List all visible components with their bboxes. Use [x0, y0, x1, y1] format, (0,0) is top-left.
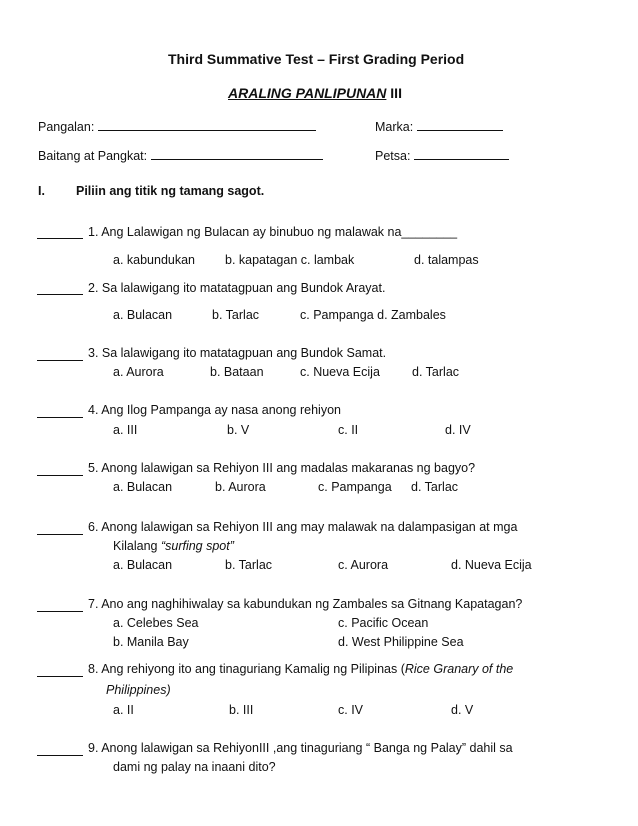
section-instruction: Piliin ang titik ng tamang sagot.	[76, 184, 265, 198]
answer-blank-8[interactable]	[37, 665, 83, 677]
answer-blank-1[interactable]	[37, 227, 83, 239]
choice-3a: a. Aurora	[113, 365, 164, 379]
choice-6d: d. Nueva Ecija	[451, 558, 532, 572]
question-2: 2. Sa lalawigang ito matatagpuan ang Bundok Arayat.	[88, 281, 386, 295]
score-label: Marka:	[375, 120, 414, 134]
choice-7b: b. Manila Bay	[113, 635, 189, 649]
question-4: 4. Ang Ilog Pampanga ay nasa anong rehiyon	[88, 403, 341, 417]
choice-4a: a. III	[113, 423, 138, 437]
subject-heading	[228, 85, 402, 101]
grade-blank[interactable]	[151, 148, 323, 160]
date-label: Petsa:	[375, 149, 411, 163]
name-field	[38, 119, 316, 134]
date-field	[375, 148, 509, 163]
question-8-line2: Philippines)	[106, 683, 171, 697]
choice-6c: c. Aurora	[338, 558, 389, 572]
question-5: 5. Anong lalawigan sa Rehiyon III ang madalas makaranas ng bagyo?	[88, 461, 476, 475]
question-1: 1. Ang Lalawigan ng Bulacan ay binubuo ng malawak na________	[88, 225, 458, 239]
choice-4d: d. IV	[445, 423, 471, 437]
name-blank[interactable]	[98, 119, 316, 131]
choice-7c: c. Pacific Ocean	[338, 616, 429, 630]
question-6-line2	[113, 539, 234, 553]
question-9: 9. Anong lalawigan sa RehiyonIII ,ang tinaguriang “ Banga ng Palay” dahil sa	[88, 741, 513, 755]
choice-3b: b. Bataan	[210, 365, 264, 379]
answer-blank-9[interactable]	[37, 744, 83, 756]
score-field	[375, 119, 503, 134]
choice-5d: d. Tarlac	[411, 480, 459, 494]
answer-blank-3[interactable]	[37, 349, 83, 361]
question-7: 7. Ano ang naghihiwalay sa kabundukan ng Zambales sa Gitnang Kapatagan?	[88, 597, 523, 611]
choice-6a: a. Bulacan	[113, 558, 173, 572]
choice-2b: b. Tarlac	[212, 308, 260, 322]
choice-3c: c. Nueva Ecija	[300, 365, 380, 379]
choice-8a: a. II	[113, 703, 134, 717]
grade-label: Baitang at Pangkat:	[38, 149, 148, 163]
answer-blank-4[interactable]	[37, 406, 83, 418]
choice-4c: c. II	[338, 423, 359, 437]
choice-1d: d. talampas	[414, 253, 479, 267]
choice-5a: a. Bulacan	[113, 480, 173, 494]
grade-field	[38, 148, 323, 163]
question-8	[88, 662, 513, 676]
question-6-line2-text: Kilalang	[113, 539, 161, 553]
choice-2a: a. Bulacan	[113, 308, 173, 322]
choice-8c: c. IV	[338, 703, 364, 717]
date-blank[interactable]	[414, 148, 509, 160]
choice-7a: a. Celebes Sea	[113, 616, 199, 630]
question-8-text: 8. Ang rehiyong ito ang tinaguriang Kamalig ng Pilipinas (	[88, 662, 405, 676]
choice-8b: b. III	[229, 703, 254, 717]
section-number: I.	[38, 184, 45, 198]
answer-blank-5[interactable]	[37, 464, 83, 476]
subject-name: ARALING PANLIPUNAN	[228, 85, 387, 101]
choice-6b: b. Tarlac	[225, 558, 273, 572]
choice-5c: c. Pampanga	[318, 480, 392, 494]
name-label: Pangalan:	[38, 120, 95, 134]
question-6: 6. Anong lalawigan sa Rehiyon III ang may malawak na dalampasigan at mga	[88, 520, 518, 534]
question-8-italic: Rice Granary of the	[404, 662, 514, 676]
answer-blank-6[interactable]	[37, 523, 83, 535]
choice-1b: b. kapatagan c. lambak	[225, 253, 355, 267]
score-blank[interactable]	[417, 119, 503, 131]
choice-5b: b. Aurora	[215, 480, 266, 494]
subject-level: III	[390, 85, 402, 101]
choice-3d: d. Tarlac	[412, 365, 460, 379]
answer-blank-7[interactable]	[37, 600, 83, 612]
choice-4b: b. V	[227, 423, 250, 437]
test-title: Third Summative Test – First Grading Period	[168, 51, 465, 67]
choice-7d: d. West Philippine Sea	[338, 635, 464, 649]
question-9-line2: dami ng palay na inaani dito?	[113, 760, 276, 774]
question-6-line2-italic: “surfing spot”	[160, 539, 234, 553]
answer-blank-2[interactable]	[37, 283, 83, 295]
choice-2c: c. Pampanga d. Zambales	[300, 308, 446, 322]
question-3: 3. Sa lalawigang ito matatagpuan ang Bundok Samat.	[88, 346, 387, 360]
choice-8d: d. V	[451, 703, 474, 717]
choice-1a: a. kabundukan	[113, 253, 196, 267]
